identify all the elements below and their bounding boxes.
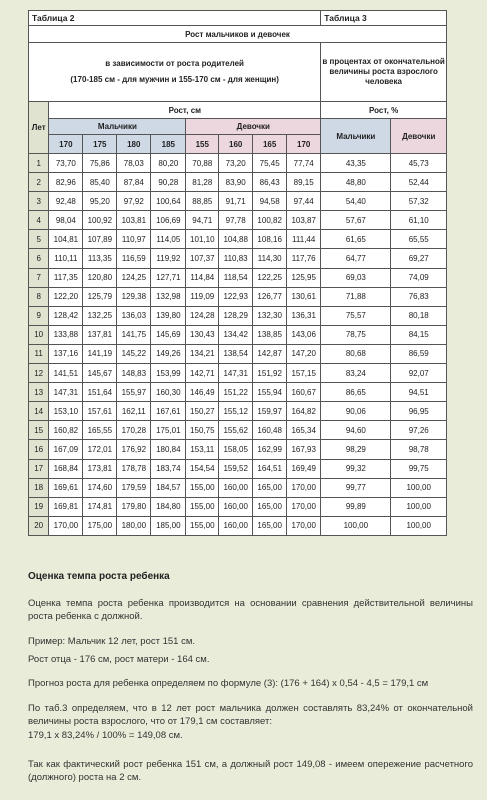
value-cell: 86,65 — [321, 383, 391, 402]
value-cell: 130,43 — [186, 325, 219, 344]
value-cell: 127,71 — [151, 268, 186, 287]
value-cell: 147,31 — [49, 383, 83, 402]
table-row — [29, 306, 447, 325]
article-paragraph: Оценка темпа роста ребенка производится на основании сравнения действительной величины роста ребенка с должной. — [28, 598, 473, 622]
value-cell: 169,61 — [49, 478, 83, 497]
value-cell: 99,75 — [391, 459, 447, 478]
value-cell: 81,28 — [186, 173, 219, 192]
value-cell: 170,28 — [117, 421, 151, 440]
value-cell: 145,67 — [83, 364, 117, 383]
value-cell: 167,61 — [151, 402, 186, 421]
value-cell: 80,68 — [321, 344, 391, 363]
value-cell: 155,00 — [186, 516, 219, 535]
value-cell: 117,35 — [49, 268, 83, 287]
value-cell: 69,03 — [321, 268, 391, 287]
value-cell: 100,00 — [391, 497, 447, 516]
value-cell: 169,49 — [287, 459, 321, 478]
age-cell: 10 — [29, 325, 49, 344]
value-cell: 153,99 — [151, 364, 186, 383]
value-cell: 141,51 — [49, 364, 83, 383]
value-cell: 119,92 — [151, 249, 186, 268]
value-cell: 122,93 — [219, 287, 253, 306]
value-cell: 100,64 — [151, 192, 186, 211]
value-cell: 75,86 — [83, 154, 117, 173]
table2-label: Таблица 2 — [29, 11, 321, 26]
value-cell: 107,89 — [83, 230, 117, 249]
age-cell: 1 — [29, 154, 49, 173]
value-cell: 165,34 — [287, 421, 321, 440]
age-cell: 11 — [29, 344, 49, 363]
value-cell: 116,59 — [117, 249, 151, 268]
value-cell: 170,00 — [287, 497, 321, 516]
value-cell: 100,00 — [321, 516, 391, 535]
example-line: Рост отца - 176 см, рост матери - 164 см. — [28, 654, 210, 665]
value-cell: 165,00 — [253, 478, 287, 497]
table-row — [29, 344, 447, 363]
value-cell: 147,31 — [219, 364, 253, 383]
value-cell: 153,10 — [49, 402, 83, 421]
value-cell: 147,20 — [287, 344, 321, 363]
value-cell: 180,00 — [117, 516, 151, 535]
value-cell: 134,21 — [186, 344, 219, 363]
table-body — [29, 154, 447, 536]
value-cell: 103,81 — [117, 211, 151, 230]
value-cell: 97,92 — [117, 192, 151, 211]
table-row — [29, 459, 447, 478]
value-cell: 184,57 — [151, 478, 186, 497]
value-cell: 98,29 — [321, 440, 391, 459]
value-cell: 80,18 — [391, 306, 447, 325]
value-cell: 169,81 — [49, 497, 83, 516]
value-cell: 162,99 — [253, 440, 287, 459]
value-cell: 94,58 — [253, 192, 287, 211]
value-cell: 125,79 — [83, 287, 117, 306]
age-cell: 17 — [29, 459, 49, 478]
value-cell: 134,42 — [219, 325, 253, 344]
value-cell: 137,81 — [83, 325, 117, 344]
value-cell: 160,82 — [49, 421, 83, 440]
value-cell: 87,84 — [117, 173, 151, 192]
value-cell: 141,75 — [117, 325, 151, 344]
value-cell: 73,70 — [49, 154, 83, 173]
value-cell: 89,15 — [287, 173, 321, 192]
value-cell: 176,92 — [117, 440, 151, 459]
value-cell: 128,42 — [49, 306, 83, 325]
value-cell: 122,20 — [49, 287, 83, 306]
value-cell: 141,19 — [83, 344, 117, 363]
age-cell: 7 — [29, 268, 49, 287]
table-row — [29, 154, 447, 173]
value-cell: 73,20 — [219, 154, 253, 173]
value-cell: 173,81 — [83, 459, 117, 478]
value-cell: 97,26 — [391, 421, 447, 440]
value-cell: 101,10 — [186, 230, 219, 249]
example-line: Пример: Мальчик 12 лет, рост 151 см. — [28, 636, 196, 647]
age-cell: 9 — [29, 306, 49, 325]
value-cell: 175,00 — [83, 516, 117, 535]
value-cell: 132,30 — [253, 306, 287, 325]
age-cell: 6 — [29, 249, 49, 268]
table-row — [29, 173, 447, 192]
boys-header: Мальчики — [49, 119, 186, 135]
value-cell: 124,28 — [186, 306, 219, 325]
value-cell: 151,22 — [219, 383, 253, 402]
age-cell: 18 — [29, 478, 49, 497]
value-cell: 99,89 — [321, 497, 391, 516]
value-cell: 100,00 — [391, 516, 447, 535]
value-cell: 45,73 — [391, 154, 447, 173]
value-cell: 61,65 — [321, 230, 391, 249]
girls-percent-header: Девочки — [391, 119, 447, 154]
value-cell: 151,64 — [83, 383, 117, 402]
age-cell: 15 — [29, 421, 49, 440]
value-cell: 179,59 — [117, 478, 151, 497]
value-cell: 75,57 — [321, 306, 391, 325]
value-cell: 172,01 — [83, 440, 117, 459]
girls-height-col: 160 — [219, 135, 253, 154]
value-cell: 90,06 — [321, 402, 391, 421]
value-cell: 110,97 — [117, 230, 151, 249]
value-cell: 128,29 — [219, 306, 253, 325]
main-title: Рост мальчиков и девочек — [29, 26, 447, 43]
age-cell: 3 — [29, 192, 49, 211]
value-cell: 103,87 — [287, 211, 321, 230]
value-cell: 137,16 — [49, 344, 83, 363]
value-cell: 111,44 — [287, 230, 321, 249]
value-cell: 78,03 — [117, 154, 151, 173]
value-cell: 151,92 — [253, 364, 287, 383]
value-cell: 164,51 — [253, 459, 287, 478]
value-cell: 85,40 — [83, 173, 117, 192]
girls-height-col: 165 — [253, 135, 287, 154]
value-cell: 92,48 — [49, 192, 83, 211]
table-row — [29, 211, 447, 230]
age-header: Лет — [29, 102, 49, 154]
value-cell: 159,97 — [253, 402, 287, 421]
value-cell: 155,62 — [219, 421, 253, 440]
table3-label: Таблица 3 — [321, 11, 447, 26]
value-cell: 146,49 — [186, 383, 219, 402]
value-cell: 174,60 — [83, 478, 117, 497]
table-row — [29, 440, 447, 459]
value-cell: 170,00 — [49, 516, 83, 535]
age-cell: 5 — [29, 230, 49, 249]
value-cell: 114,05 — [151, 230, 186, 249]
value-cell: 160,00 — [219, 497, 253, 516]
value-cell: 70,88 — [186, 154, 219, 173]
value-cell: 170,00 — [287, 478, 321, 497]
girls-height-col: 170 — [287, 135, 321, 154]
table-row — [29, 230, 447, 249]
value-cell: 91,71 — [219, 192, 253, 211]
value-cell: 160,67 — [287, 383, 321, 402]
value-cell: 138,85 — [253, 325, 287, 344]
value-cell: 100,92 — [83, 211, 117, 230]
value-cell: 157,15 — [287, 364, 321, 383]
boys-height-col: 170 — [49, 135, 83, 154]
height-percent-header: Рост, % — [321, 102, 447, 119]
value-cell: 98,78 — [391, 440, 447, 459]
value-cell: 126,77 — [253, 287, 287, 306]
value-cell: 133,88 — [49, 325, 83, 344]
boys-height-col: 180 — [117, 135, 151, 154]
value-cell: 142,71 — [186, 364, 219, 383]
value-cell: 148,83 — [117, 364, 151, 383]
value-cell: 160,00 — [219, 478, 253, 497]
value-cell: 92,07 — [391, 364, 447, 383]
value-cell: 61,10 — [391, 211, 447, 230]
value-cell: 174,81 — [83, 497, 117, 516]
value-cell: 165,00 — [253, 497, 287, 516]
value-cell: 48,80 — [321, 173, 391, 192]
article-paragraph: По таб.3 определяем, что в 12 лет рост мальчика должен составлять 83,24% от окончательной величины роста взрослого, что от 179,1 см составляет: — [28, 703, 473, 727]
value-cell: 71,88 — [321, 287, 391, 306]
parents-height-line1: в зависимости от роста родителей — [105, 59, 244, 68]
boys-height-col: 185 — [151, 135, 186, 154]
value-cell: 52,44 — [391, 173, 447, 192]
table-row — [29, 478, 447, 497]
value-cell: 84,15 — [391, 325, 447, 344]
value-cell: 77,74 — [287, 154, 321, 173]
girls-height-col: 155 — [186, 135, 219, 154]
age-cell: 4 — [29, 211, 49, 230]
value-cell: 100,82 — [253, 211, 287, 230]
value-cell: 95,20 — [83, 192, 117, 211]
value-cell: 165,00 — [253, 516, 287, 535]
value-cell: 160,30 — [151, 383, 186, 402]
value-cell: 185,00 — [151, 516, 186, 535]
parents-height-line2: (170-185 см - для мужчин и 155-170 см - для женщин) — [70, 75, 279, 84]
value-cell: 164,82 — [287, 402, 321, 421]
value-cell: 145,69 — [151, 325, 186, 344]
forecast-formula: Прогноз роста для ребенка определяем по формуле (3): (176 + 164) х 0,54 - 4,5 = 179,1 см — [28, 678, 429, 689]
value-cell: 157,61 — [83, 402, 117, 421]
value-cell: 99,77 — [321, 478, 391, 497]
value-cell: 118,54 — [219, 268, 253, 287]
percent-of-adult-header: в процентах от окончательной величины роста взрослого человека — [321, 43, 447, 102]
value-cell: 160,00 — [219, 516, 253, 535]
value-cell: 64,77 — [321, 249, 391, 268]
value-cell: 162,11 — [117, 402, 151, 421]
value-cell: 117,76 — [287, 249, 321, 268]
value-cell: 155,00 — [186, 478, 219, 497]
value-cell: 83,90 — [219, 173, 253, 192]
value-cell: 97,78 — [219, 211, 253, 230]
value-cell: 54,40 — [321, 192, 391, 211]
value-cell: 175,01 — [151, 421, 186, 440]
table-row — [29, 421, 447, 440]
table-row — [29, 325, 447, 344]
value-cell: 104,88 — [219, 230, 253, 249]
value-cell: 114,84 — [186, 268, 219, 287]
value-cell: 90,28 — [151, 173, 186, 192]
value-cell: 184,80 — [151, 497, 186, 516]
value-cell: 57,67 — [321, 211, 391, 230]
value-cell: 136,03 — [117, 306, 151, 325]
value-cell: 170,00 — [287, 516, 321, 535]
value-cell: 78,75 — [321, 325, 391, 344]
parents-height-header — [29, 43, 321, 102]
value-cell: 132,98 — [151, 287, 186, 306]
value-cell: 94,60 — [321, 421, 391, 440]
boys-percent-header: Мальчики — [321, 119, 391, 154]
table-row — [29, 249, 447, 268]
age-cell: 20 — [29, 516, 49, 535]
value-cell: 167,09 — [49, 440, 83, 459]
growth-table — [28, 10, 447, 536]
article-paragraph: Так как фактический рост ребенка 151 см, а должный рост 149,08 - имеем опережение расчетного (должного) роста на 2 см. — [28, 759, 473, 783]
height-cm-header: Рост, см — [49, 102, 321, 119]
value-cell: 159,52 — [219, 459, 253, 478]
table-row — [29, 192, 447, 211]
value-cell: 168,84 — [49, 459, 83, 478]
value-cell: 86,59 — [391, 344, 447, 363]
table-row — [29, 287, 447, 306]
value-cell: 122,25 — [253, 268, 287, 287]
girls-header: Девочки — [186, 119, 321, 135]
value-cell: 155,00 — [186, 497, 219, 516]
calculation-line: 179,1 х 83,24% / 100% = 149,08 см. — [28, 730, 183, 741]
value-cell: 82,96 — [49, 173, 83, 192]
age-cell: 8 — [29, 287, 49, 306]
value-cell: 69,27 — [391, 249, 447, 268]
boys-height-col: 175 — [83, 135, 117, 154]
value-cell: 136,31 — [287, 306, 321, 325]
value-cell: 104,81 — [49, 230, 83, 249]
value-cell: 142,87 — [253, 344, 287, 363]
value-cell: 179,80 — [117, 497, 151, 516]
table-row — [29, 402, 447, 421]
value-cell: 160,48 — [253, 421, 287, 440]
value-cell: 83,24 — [321, 364, 391, 383]
value-cell: 183,74 — [151, 459, 186, 478]
value-cell: 74,09 — [391, 268, 447, 287]
value-cell: 143,06 — [287, 325, 321, 344]
table-row — [29, 516, 447, 535]
value-cell: 180,84 — [151, 440, 186, 459]
value-cell: 129,38 — [117, 287, 151, 306]
table-row — [29, 497, 447, 516]
value-cell: 138,54 — [219, 344, 253, 363]
value-cell: 153,11 — [186, 440, 219, 459]
value-cell: 98,04 — [49, 211, 83, 230]
age-cell: 14 — [29, 402, 49, 421]
table-row — [29, 383, 447, 402]
value-cell: 125,95 — [287, 268, 321, 287]
value-cell: 154,54 — [186, 459, 219, 478]
value-cell: 130,61 — [287, 287, 321, 306]
value-cell: 110,11 — [49, 249, 83, 268]
value-cell: 57,32 — [391, 192, 447, 211]
age-cell: 2 — [29, 173, 49, 192]
value-cell: 80,20 — [151, 154, 186, 173]
value-cell: 106,69 — [151, 211, 186, 230]
value-cell: 94,71 — [186, 211, 219, 230]
article-title: Оценка темпа роста ребенка — [28, 571, 170, 582]
value-cell: 113,35 — [83, 249, 117, 268]
value-cell: 120,80 — [83, 268, 117, 287]
value-cell: 178,78 — [117, 459, 151, 478]
value-cell: 119,09 — [186, 287, 219, 306]
value-cell: 110,83 — [219, 249, 253, 268]
value-cell: 86,43 — [253, 173, 287, 192]
value-cell: 139,80 — [151, 306, 186, 325]
value-cell: 145,22 — [117, 344, 151, 363]
value-cell: 114,30 — [253, 249, 287, 268]
value-cell: 94,51 — [391, 383, 447, 402]
value-cell: 65,55 — [391, 230, 447, 249]
value-cell: 165,55 — [83, 421, 117, 440]
value-cell: 108,16 — [253, 230, 287, 249]
value-cell: 75,45 — [253, 154, 287, 173]
value-cell: 150,27 — [186, 402, 219, 421]
value-cell: 100,00 — [391, 478, 447, 497]
value-cell: 155,12 — [219, 402, 253, 421]
value-cell: 155,97 — [117, 383, 151, 402]
age-cell: 13 — [29, 383, 49, 402]
age-cell: 19 — [29, 497, 49, 516]
value-cell: 132,25 — [83, 306, 117, 325]
value-cell: 43,35 — [321, 154, 391, 173]
value-cell: 99,32 — [321, 459, 391, 478]
age-cell: 12 — [29, 364, 49, 383]
age-cell: 16 — [29, 440, 49, 459]
value-cell: 97,44 — [287, 192, 321, 211]
table-row — [29, 364, 447, 383]
value-cell: 167,93 — [287, 440, 321, 459]
value-cell: 96,95 — [391, 402, 447, 421]
value-cell: 76,83 — [391, 287, 447, 306]
value-cell: 149,26 — [151, 344, 186, 363]
value-cell: 107,37 — [186, 249, 219, 268]
value-cell: 88,85 — [186, 192, 219, 211]
value-cell: 150,75 — [186, 421, 219, 440]
table-row — [29, 268, 447, 287]
value-cell: 155,94 — [253, 383, 287, 402]
value-cell: 124,25 — [117, 268, 151, 287]
value-cell: 158,05 — [219, 440, 253, 459]
